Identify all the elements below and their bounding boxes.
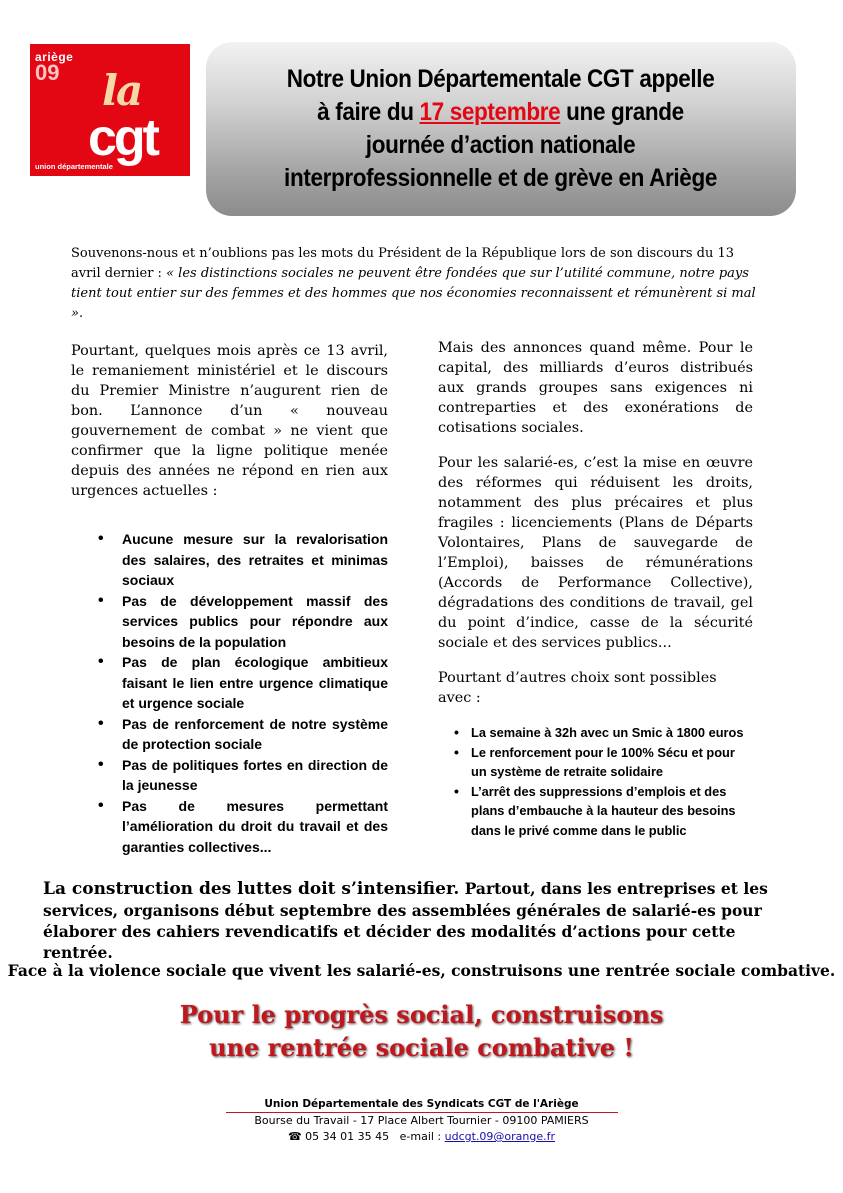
right-paragraph-1: Mais des annonces quand même. Pour le capital, des milliards d’euros distribués aux grands groupes sans exigences ni contreparties et des exonérations de cotisations sociales.	[438, 340, 753, 436]
right-paragraph-2: Pour les salarié-es, c’est la mise en œuvre des réformes qui réduisent les droits, notamment des plus précaires et plus fragiles : licenciements (Plans de Départs Volontaires, Plans de sauvegarde de l’Emploi), baisses de rémunérations (Accords de Performance Collective), dégradations des conditions de travail, gel du point d’indice, casse de la sécurité sociale et des services publics...	[438, 455, 753, 651]
intro-paragraph	[71, 244, 761, 324]
headline-line2-post: une grande	[560, 98, 685, 126]
list-item: • L’arrêt des suppressions d’emplois et des plans d’embauche à la hauteur des besoins dans le privé comme dans le public	[438, 782, 753, 841]
slogan-line2: une rentrée sociale combative !	[209, 1033, 634, 1062]
list-item: • Pas de mesures permettant l’amélioration du droit du travail et des garanties collectives...	[71, 796, 388, 858]
slogan-line1: Pour le progrès social, construisons	[179, 1000, 664, 1029]
headline-line1: Notre Union Départementale CGT appelle	[287, 65, 715, 93]
left-column	[71, 341, 388, 857]
headline-title	[285, 63, 718, 195]
call-to-action-text: Partout, dans les entreprises et les services, organisons début septembre des assemblées générales de salarié-es pour élaborer des cahiers revendicatifs et décider des modalités d’actions pour cette rentrée.	[43, 879, 768, 962]
logo-cgt: cgt	[88, 109, 157, 167]
footer-contact	[0, 1129, 843, 1145]
intro-quote: « les distinctions sociales ne peuvent être fondées que sur l’utilité commune, notre pays tient tout entier sur des femmes et des hommes que nos économies reconnaissent et rémunèrent si mal ».	[71, 266, 756, 321]
list-item: • Pas de plan écologique ambitieux faisant le lien entre urgence climatique et urgence sociale	[71, 652, 388, 714]
face-statement: Face à la violence sociale que vivent les salarié-es, construisons une rentrée sociale combative.	[7, 961, 836, 980]
phone-icon: ☎	[287, 1130, 302, 1143]
cgt-logo	[30, 44, 190, 176]
headline-date: 17 septembre	[419, 98, 561, 126]
logo-department: ariège	[35, 50, 74, 64]
right-column	[438, 338, 753, 840]
footer	[0, 1096, 843, 1145]
headline-banner	[206, 42, 796, 216]
headline-line4: interprofessionnelle et de grève en Ariège	[284, 164, 718, 192]
footer-address: Bourse du Travail - 17 Place Albert Tournier - 09100 PAMIERS	[254, 1114, 589, 1127]
call-to-action-paragraph	[43, 878, 795, 963]
headline-line2-pre: à faire du	[317, 98, 420, 126]
list-item: • Pas de développement massif des services publics pour répondre aux besoins de la population	[71, 591, 388, 653]
footer-phone: 05 34 01 35 45	[305, 1130, 390, 1143]
right-paragraph-3: Pourtant d’autres choix sont possibles avec :	[438, 670, 717, 706]
list-item: • Pas de politiques fortes en direction de la jeunesse	[71, 755, 388, 796]
intro-text: Souvenons-nous et n’oublions pas les mots du Président de la République lors de son discours du 13 avril dernier :	[71, 246, 735, 281]
list-item: • Aucune mesure sur la revalorisation des salaires, des retraites et minimas sociaux	[71, 529, 388, 591]
list-item: • Pas de renforcement de notre système de protection sociale	[71, 714, 388, 755]
list-item: • La semaine à 32h avec un Smic à 1800 euros	[438, 723, 753, 743]
logo-subtitle: union départementale	[35, 162, 113, 171]
headline-line3: journée d’action nationale	[366, 131, 636, 159]
footer-email-label: e-mail :	[399, 1130, 442, 1143]
left-paragraph: Pourtant, quelques mois après ce 13 avril, le remaniement ministériel et le discours du Premier Ministre n’augurent rien de bon. L’annonce d’un « nouveau gouvernement de combat » ne vient que confirmer que la ligne politique menée depuis des années ne répond en rien aux urgences actuelles :	[71, 343, 388, 499]
demands-list	[71, 529, 388, 857]
footer-org: Union Départementale des Syndicats CGT de l'Ariège	[264, 1098, 579, 1110]
final-slogan	[0, 998, 843, 1064]
logo-number: 09	[35, 60, 60, 85]
alternatives-list	[438, 723, 753, 840]
logo-la: la	[102, 66, 142, 115]
footer-email-link[interactable]: udcgt.09@orange.fr	[444, 1130, 556, 1143]
call-to-action-lead: La construction des luttes doit s’intensifier.	[43, 879, 460, 899]
list-item: • Le renforcement pour le 100% Sécu et pour un système de retraite solidaire	[438, 743, 753, 782]
